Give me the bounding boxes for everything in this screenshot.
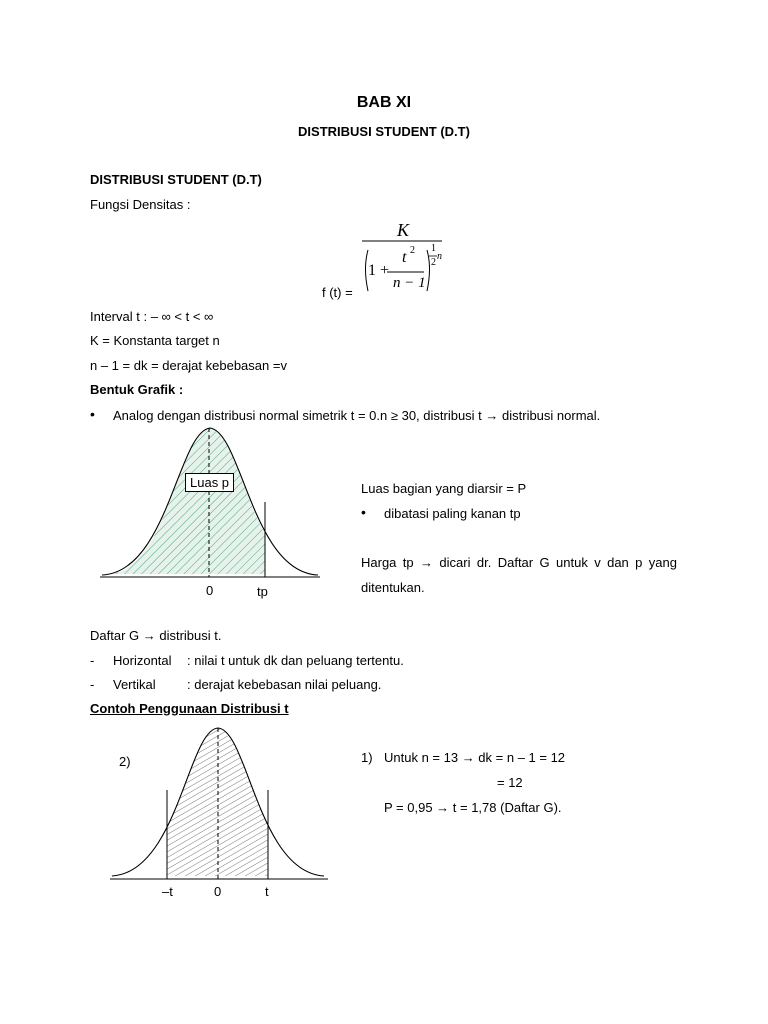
graph2-tick-neg-t: –t	[162, 884, 173, 899]
dash-icon: -	[90, 677, 95, 692]
formula-exp-numerator: 1	[431, 243, 436, 254]
harga-line-2: ditentukan.	[361, 580, 425, 595]
example1-line1: Untuk n = 13 → dk = n – 1 = 12	[384, 750, 566, 765]
section-heading: DISTRIBUSI STUDENT (D.T)	[90, 172, 262, 187]
luas-p-box: Luas p	[185, 473, 234, 492]
graph2-label: 2)	[119, 754, 131, 769]
formula-t-exponent: 2	[410, 245, 415, 256]
harga-line-1: Harga tp → dicari dr. Daftar G untuk v dan p yang	[361, 555, 677, 570]
example1-number: 1)	[361, 750, 373, 765]
vertical-desc: : derajat kebebasan nilai peluang.	[187, 677, 382, 692]
bullet-icon: •	[361, 504, 366, 520]
chapter-title: BAB XI	[356, 94, 412, 111]
graph1-tick-zero: 0	[206, 583, 214, 598]
bullet-icon: •	[90, 406, 95, 422]
chapter-subtitle: DISTRIBUSI STUDENT (D.T)	[298, 124, 470, 139]
formula-t: t	[402, 249, 407, 266]
formula-denominator: n − 1	[393, 275, 426, 291]
k-definition: K = Konstanta target n	[90, 333, 220, 348]
example1-line2: = 12	[497, 775, 523, 790]
tp-bound-note: dibatasi paling kanan tp	[384, 506, 521, 521]
horizontal-desc: : nilai t untuk dk dan peluang tertentu.	[187, 653, 404, 668]
interval-line: Interval t : – ∞ < t < ∞	[90, 309, 214, 324]
example1-line3: P = 0,95 → t = 1,78 (Daftar G).	[384, 800, 562, 815]
vertical-label: Vertikal	[113, 677, 156, 692]
graph2-curve	[108, 724, 338, 884]
density-label: Fungsi Densitas :	[90, 197, 191, 212]
formula-one-plus: 1 +	[368, 262, 390, 279]
formula-lhs: f (t) =	[322, 285, 353, 300]
graph2-tick-zero: 0	[214, 884, 222, 899]
graph1-tick-tp: tp	[257, 584, 268, 599]
graph-bullet-text: Analog dengan distribusi normal simetrik t = 0.n ≥ 30, distribusi t → distribusi normal.	[113, 408, 601, 423]
graph1-curve	[98, 422, 328, 582]
dash-icon: -	[90, 653, 95, 668]
horizontal-label: Horizontal	[113, 653, 172, 668]
example-heading: Contoh Penggunaan Distribusi t	[90, 701, 289, 716]
graph-heading: Bentuk Grafik :	[90, 382, 184, 397]
graph2-tick-t: t	[265, 884, 269, 899]
formula-exp-n: n	[437, 251, 442, 262]
dk-definition: n – 1 = dk = derajat kebebasan =v	[90, 358, 287, 373]
daftar-intro: Daftar G → distribusi t.	[90, 628, 222, 643]
formula-exp-denominator: 2	[431, 257, 436, 268]
area-note: Luas bagian yang diarsir = P	[361, 481, 527, 496]
formula-numerator: K	[397, 220, 410, 240]
